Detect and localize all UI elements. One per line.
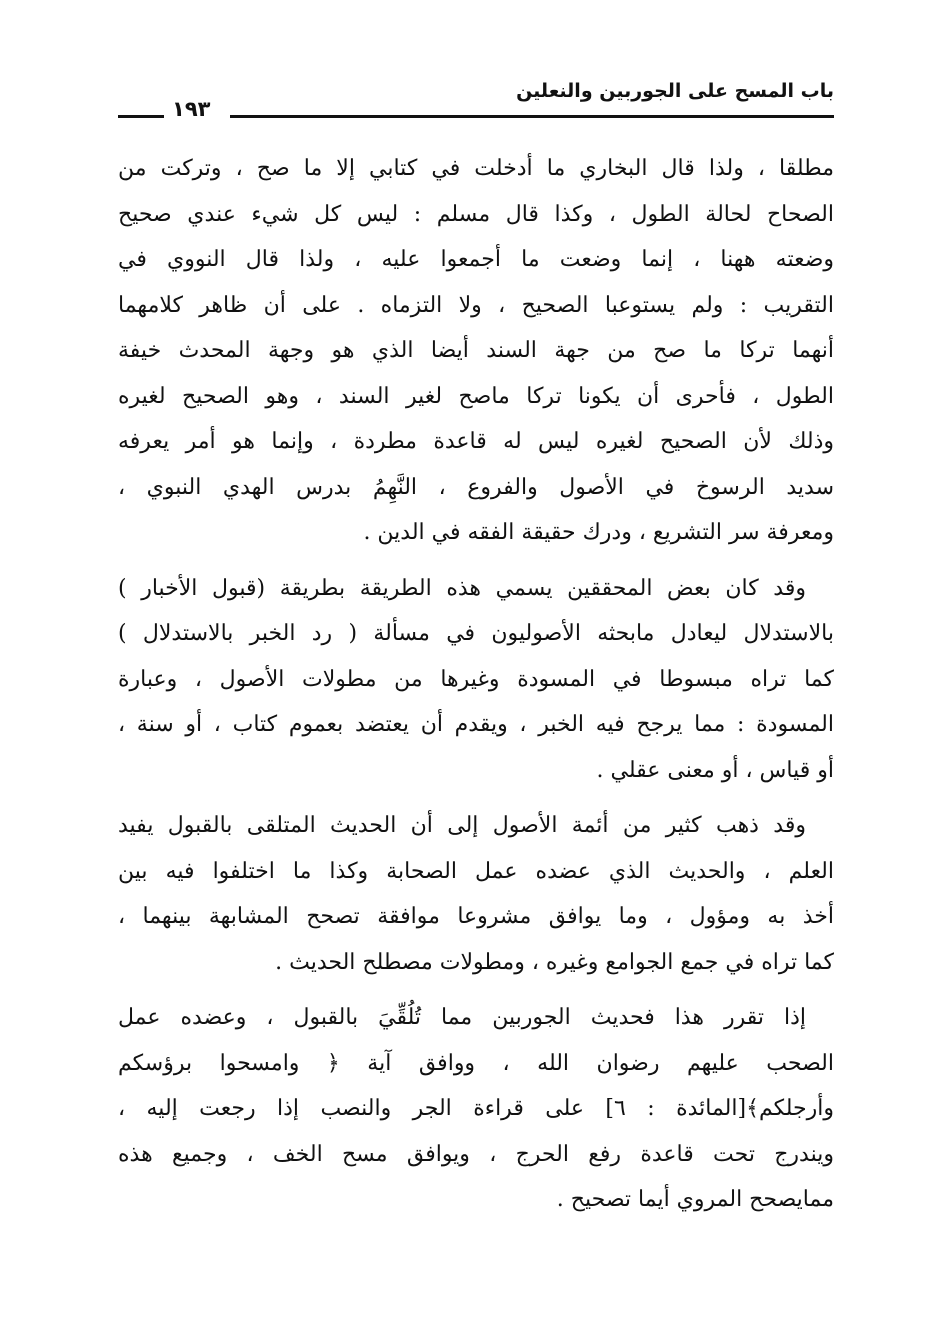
text-line: سديد الرسوخ في الأصول والفروع ، النَّهِمُ بدرس الهدي النبوي ،	[118, 474, 834, 500]
text-line: كما تراه في جمع الجوامع وغيره ، ومطولات مصطلح الحديث .	[275, 949, 834, 975]
text-line: كما تراه مبسوطا في المسودة وغيرها من مطولات الأصول ، وعبارة	[118, 666, 834, 692]
paragraph-3	[118, 803, 834, 985]
text-line: الصحب عليهم رضوان الله ، ووافق آية ﴿ وامسحوا برؤسكم	[118, 1050, 834, 1076]
text-line: وأرجلكم﴾[المائدة : ٦] على قراءة الجر والنصب إذا رجعت إليه ،	[118, 1096, 834, 1121]
text-line: ومعرفة سر التشريع ، ودرك حقيقة الفقه في الدين .	[363, 520, 834, 545]
paragraph-1	[118, 146, 834, 556]
header-rule-short	[118, 115, 164, 118]
text-line: أنهما تركا ما صح من جهة السند أيضا الذي هو وجهة المحدث خيفة	[118, 338, 834, 363]
paragraph-4	[118, 995, 834, 1223]
text-line: مطلقا ، ولذا قال البخاري ما أدخلت في كتابي إلا ما صح ، وتركت من	[118, 156, 834, 181]
text-line: العلم ، والحديث الذي عضده عمل الصحابة وكذا ما اختلفوا فيه بين	[118, 858, 834, 884]
text-line: وقد كان بعض المحققين يسمي هذه الطريقة بطريقة (قبول الأخبار )	[118, 575, 806, 601]
text-line: بالاستدلال ليعادل مابحثه الأصوليون في مسألة ( رد الخبر بالاستدلال )	[118, 621, 834, 646]
text-line: وضعته ههنا ، إنما وضعت ما أجمعوا عليه ، ولذا قال النووي في	[118, 247, 834, 272]
text-line: المسودة : مما يرجح فيه الخبر ، ويقدم أن يعتضد بعموم كتاب ، أو سنة ،	[118, 712, 834, 737]
text-line: وقد ذهب كثير من أئمة الأصول إلى أن الحديث المتلقى بالقبول يفيد	[118, 813, 806, 838]
page-number: ١٩٣	[172, 97, 211, 121]
page-header	[118, 76, 834, 124]
page-body	[118, 146, 834, 1233]
text-line: وذلك لأن الصحيح لغيره ليس له قاعدة مطردة ، وإنما هو أمر يعرفه	[118, 429, 834, 454]
text-line: التقريب : ولم يستوعبا الصحيح ، ولا التزماه . على أن ظاهر كلامهما	[118, 292, 834, 318]
chapter-title: باب المسح على الجوربين والنعلين	[516, 80, 834, 102]
header-rule	[230, 115, 834, 118]
text-line: الصحاح لحالة الطول ، وكذا قال مسلم : ليس كل شيء عندي صحيح	[118, 201, 834, 227]
text-line: ممايصحح المروي أيما تصحيح .	[556, 1187, 834, 1212]
paragraph-2	[118, 566, 834, 794]
text-line: الطول ، فأحرى أن يكونا تركا ماصح لغير السند ، وهو الصحيح لغيره	[118, 383, 834, 409]
text-line: أخذ به ومؤول ، وما يوافق مشروعا موافقة تصحح المشابهة بينهما ،	[118, 904, 834, 929]
text-line: ويندرج تحت قاعدة رفع الحرج ، ويوافق مسح الخف ، وجميع هذه	[118, 1141, 834, 1167]
text-line: إذا تقرر هذا فحديث الجوربين مما تُلُقِّيَ بالقبول ، وعضده عمل	[118, 1005, 806, 1030]
text-line: أو قياس ، أو معنى عقلي .	[596, 757, 834, 783]
